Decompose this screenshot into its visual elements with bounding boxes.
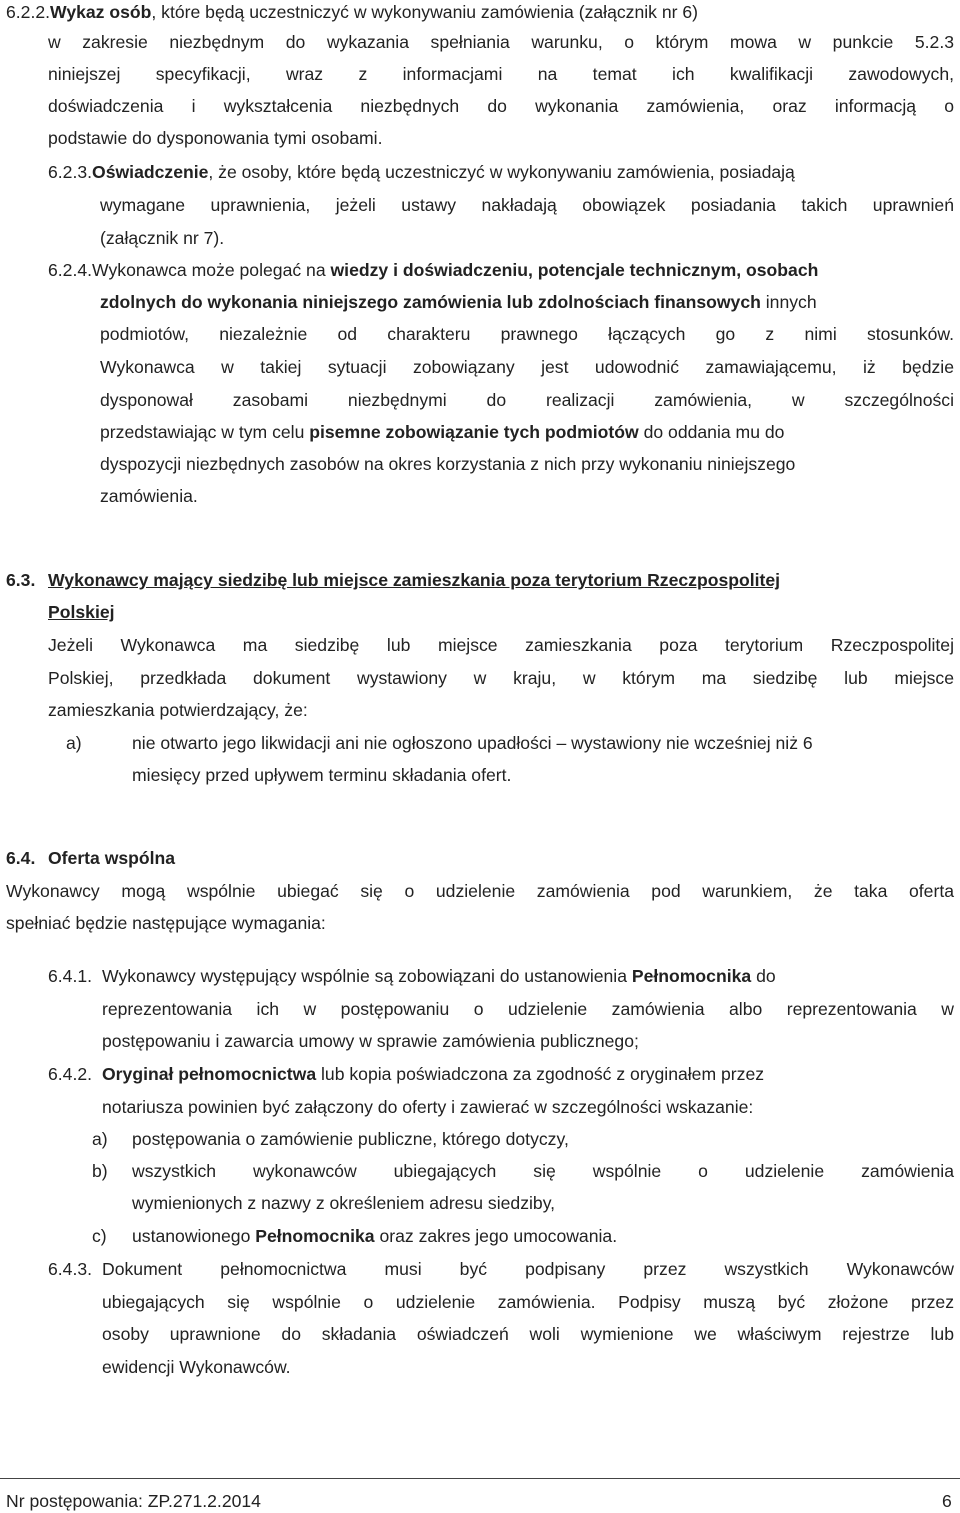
sec-643-line-4: ewidencji Wykonawców. — [102, 1357, 291, 1377]
sec-63-heading-2: Polskiej — [48, 602, 115, 622]
sec-641-line-2: reprezentowania ich w postępowaniu o udzielenie zamówienia albo reprezentowania w — [102, 999, 954, 1019]
sec-63-item-a-line-1: nie otwarto jego likwidacji ani nie ogłoszono upadłości – wystawiony nie wcześniej niż 6 — [132, 733, 813, 753]
sec-63-title: Wykonawcy mający siedzibę lub miejsce zamieszkania poza terytorium Rzeczpospolitej — [48, 570, 781, 590]
sec-641-line-1: Wykonawcy występujący wspólnie są zobowiązani do ustanowienia Pełnomocnika do — [102, 966, 776, 986]
sec-642-item-c: ustanowionego Pełnomocnika oraz zakres jego umocowania. — [132, 1226, 618, 1246]
sec-641-bold: Pełnomocnika — [631, 966, 752, 986]
footer-page-number: 6 — [942, 1491, 952, 1511]
sec-624-line-8: zamówienia. — [100, 486, 198, 506]
sec-642-item-c-bold: Pełnomocnika — [255, 1226, 375, 1246]
sec-63-heading-1 — [6, 568, 780, 592]
sec-641-line-3: postępowaniu i zawarcia umowy w sprawie zamówienia publicznego; — [102, 1031, 639, 1051]
sec-64-number: 6.4. — [6, 848, 36, 868]
sec-622-line-4: doświadczenia i wykształcenia niezbędnych do wykonania zamówienia, oraz informacją o — [48, 96, 954, 116]
sec-624-line-2: zdolnych do wykonania niniejszego zamówienia lub zdolnościach finansowych innych — [100, 292, 817, 312]
sec-624-number: 6.2.4. — [48, 260, 93, 280]
sec-622-line-1 — [6, 0, 954, 24]
sec-643-line-3: osoby uprawnione do składania oświadczeń woli wymienione we właściwym rejestrze lub — [102, 1324, 954, 1344]
footer-divider — [0, 1478, 960, 1479]
sec-642-item-a-marker: a) — [92, 1129, 108, 1149]
sec-622-number: 6.2.2. — [6, 2, 51, 22]
sec-623-title: Oświadczenie — [92, 162, 209, 182]
sec-642-item-b-marker: b) — [92, 1161, 108, 1181]
sec-642-bold: Oryginał pełnomocnictwa — [102, 1064, 317, 1084]
sec-623-text: , że osoby, które będą uczestniczyć w wykonywaniu zamówienia, posiadają — [208, 162, 795, 182]
sec-63-para-1: Jeżeli Wykonawca ma siedzibę lub miejsce zamieszkania poza terytorium Rzeczpospolitej — [48, 635, 954, 655]
sec-642-line-1: Oryginał pełnomocnictwa lub kopia poświadczona za zgodność z oryginałem przez — [102, 1064, 765, 1084]
sec-63-item-a-marker: a) — [66, 733, 82, 753]
sec-623-line-3: (załącznik nr 7). — [100, 228, 225, 248]
sec-63-para-2: Polskiej, przedkłada dokument wystawiony w kraju, w którym ma siedzibę lub miejsce — [48, 668, 954, 688]
sec-622-text: , które będą uczestniczyć w wykonywaniu zamówienia (załącznik nr 6) — [151, 2, 698, 22]
sec-64-para-2: spełniać będzie następujące wymagania: — [6, 913, 326, 933]
sec-624-line-4: Wykonawca w takiej sytuacji zobowiązany jest udowodnić zamawiającemu, iż będzie — [100, 357, 954, 377]
sec-622-line-5: podstawie do dysponowania tymi osobami. — [48, 128, 383, 148]
sec-64-para-1: Wykonawcy mogą wspólnie ubiegać się o udzielenie zamówienia pod warunkiem, że taka oferta — [6, 881, 954, 901]
sec-622-line-2: w zakresie niezbędnym do wykazania spełniania warunku, o którym mowa w punkcie 5.2.3 — [48, 32, 954, 52]
sec-642-item-c-marker: c) — [92, 1226, 107, 1246]
sec-63-number: 6.3. — [6, 570, 36, 590]
footer-case-number: Nr postępowania: ZP.271.2.2014 — [6, 1491, 261, 1511]
sec-642-item-a: postępowania o zamówienie publiczne, którego dotyczy, — [132, 1129, 569, 1149]
sec-624-line-3: podmiotów, niezależnie od charakteru prawnego łączących go z nimi stosunków. — [100, 324, 954, 344]
sec-623-line-2: wymagane uprawnienia, jeżeli ustawy nakładają obowiązek posiadania takich uprawnień — [100, 195, 954, 215]
sec-642-number: 6.4.2. — [48, 1064, 93, 1084]
sec-622-title: Wykaz osób — [50, 2, 152, 22]
sec-624-line-1: 6.2.4.Wykonawca może polegać na wiedzy i doświadczeniu, potencjale technicznym, osobach — [48, 260, 819, 280]
sec-624-line-5: dysponował zasobami niezbędnymi do realizacji zamówienia, w szczególności — [100, 390, 954, 410]
sec-642-line-2: notariusza powinien być załączony do oferty i zawierać w szczególności wskazanie: — [102, 1097, 754, 1117]
sec-642-item-b-line-1: wszystkich wykonawców ubiegających się wspólnie o udzielenie zamówienia — [132, 1161, 954, 1181]
sec-623-line-1 — [48, 160, 954, 184]
sec-641-number: 6.4.1. — [48, 966, 93, 986]
sec-64-heading — [6, 846, 175, 870]
sec-624-bold-2: pisemne zobowiązanie tych podmiotów — [309, 422, 639, 442]
sec-643-line-2: ubiegających się wspólnie o udzielenie zamówienia. Podpisy muszą być złożone przez — [102, 1292, 954, 1312]
sec-624-line-6: przedstawiając w tym celu pisemne zobowiązanie tych podmiotów do oddania mu do — [100, 422, 785, 442]
sec-642-item-b-line-2: wymienionych z nazwy z określeniem adresu siedziby, — [132, 1193, 556, 1213]
sec-643-number: 6.4.3. — [48, 1259, 93, 1279]
sec-643-line-1: Dokument pełnomocnictwa musi być podpisany przez wszystkich Wykonawców — [102, 1259, 954, 1279]
sec-624-bold-1: wiedzy i doświadczeniu, potencjale technicznym, osobach — [330, 260, 819, 280]
sec-64-title: Oferta wspólna — [48, 848, 176, 868]
sec-624-line-7: dyspozycji niezbędnych zasobów na okres korzystania z nich przy wykonaniu niniejszego — [100, 454, 796, 474]
sec-622-line-3: niniejszej specyfikacji, wraz z informacjami na temat ich kwalifikacji zawodowych, — [48, 64, 954, 84]
sec-63-para-3: zamieszkania potwierdzający, że: — [48, 700, 308, 720]
sec-623-number: 6.2.3. — [48, 162, 93, 182]
sec-63-item-a-line-2: miesięcy przed upływem terminu składania ofert. — [132, 765, 512, 785]
